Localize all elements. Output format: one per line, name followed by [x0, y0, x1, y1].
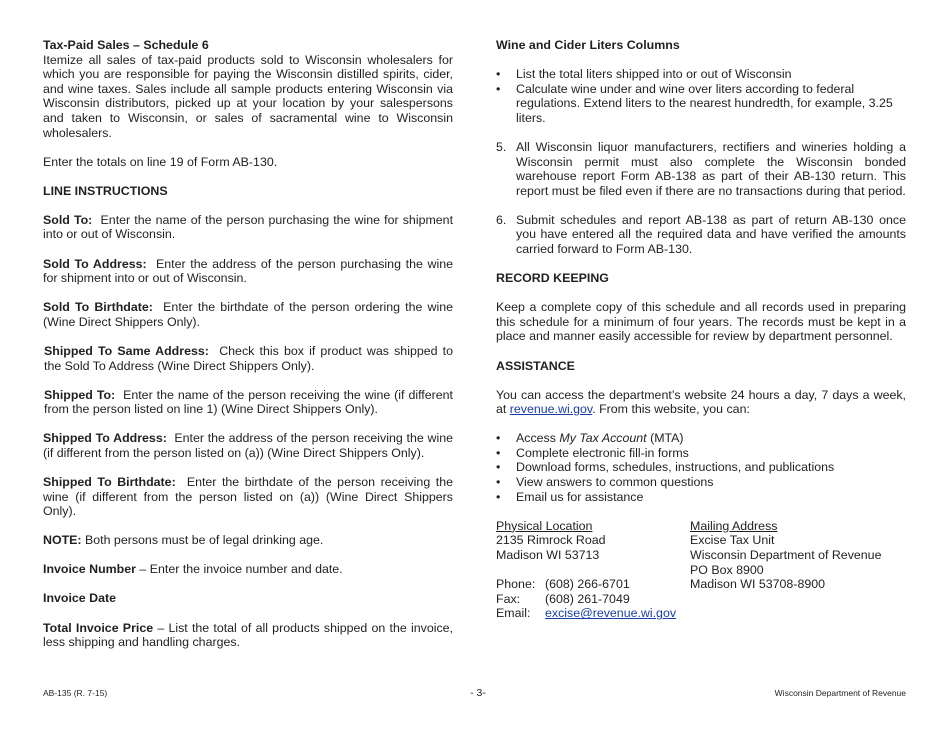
- physical-location-heading: Physical Location: [496, 518, 593, 533]
- assistance-heading: ASSISTANCE: [496, 358, 575, 373]
- wine-cider-list: [496, 67, 906, 125]
- list-item: • View answers to common questions: [496, 475, 906, 490]
- list-item: • Complete electronic fill-in forms: [496, 446, 906, 461]
- list-item: • List the total liters shipped into or out of Wisconsin: [496, 67, 906, 82]
- right-column: [496, 38, 906, 624]
- list-item: • Access My Tax Account (MTA): [496, 431, 906, 446]
- footer-department: Wisconsin Department of Revenue: [774, 688, 906, 698]
- mailing-address-line: PO Box 8900: [690, 562, 764, 577]
- record-keeping-heading: RECORD KEEPING: [496, 271, 609, 286]
- invoice-number-line: Invoice Number – Enter the invoice number and date.: [43, 562, 343, 577]
- instruction-shipped-to-same-address: Shipped To Same Address: Check this box if product was shipped to the Sold To Address (Wine Direct Shippers Only).: [44, 343, 454, 373]
- list-item: • Email us for assistance: [496, 490, 906, 505]
- list-item: 6. Submit schedules and report AB-138 as part of return AB-130 once you have entered all the required data and have verified the amounts carried forward to Form AB-130.: [496, 212, 906, 257]
- instruction-sold-to-birthdate: Sold To Birthdate: Enter the birthdate of the person ordering the wine (Wine Direct Shippers Only).: [43, 300, 453, 329]
- email-link[interactable]: excise@revenue.wi.gov: [545, 606, 677, 621]
- mailing-address: [690, 519, 906, 592]
- intro-paragraph: Itemize all sales of tax-paid products sold to Wisconsin wholesalers for which you are responsible for paying the Wisconsin distilled spirits, cider, and wine taxes. Sales include all sample products entering Wisconsin via Wisconsin distributors, picked up at your location by your salespersons and taken to Wisconsin, or sales of sacramental wine to Wisconsin wholesalers.: [43, 52, 453, 140]
- list-item: • Calculate wine under and wine over liters according to federal regulations. Extend liters to the nearest hundredth, for example, 3.25 liters.: [496, 82, 906, 126]
- left-column: [43, 38, 453, 650]
- invoice-date-heading: Invoice Date: [43, 591, 116, 606]
- mailing-address-heading: Mailing Address: [690, 518, 778, 533]
- email-row: Email: excise@revenue.wi.gov: [496, 606, 677, 621]
- instruction-shipped-to: Shipped To: Enter the name of the person receiving the wine (if different from the person listed on line 1) (Wine Direct Shippers Only).: [44, 387, 453, 417]
- phone-row: Phone: (608) 266-6701: [496, 577, 630, 592]
- list-item: 5. All Wisconsin liquor manufacturers, rectifiers and wineries holding a Wisconsin permit must also complete the Wisconsin bonded warehouse report Form AB-138 as part of their AB-130 return. This report must be filed even if there are no transactions during that period.: [496, 139, 906, 198]
- instruction-shipped-to-address: Shipped To Address: Enter the address of the person receiving the wine (if different from the person listed on (a)) (Wine Direct Shippers Only).: [43, 431, 453, 460]
- footer-page-number: - 3-: [470, 687, 486, 699]
- instruction-shipped-to-birthdate: Shipped To Birthdate: Enter the birthdate of the person receiving the wine (if different from the person listed on (a)) (Wine Direct Shippers Only).: [43, 474, 453, 519]
- record-keeping-text: Keep a complete copy of this schedule and all records used in preparing this schedule for a minimum of four years. The records must be kept in a place and manner easily accessible for review by department personnel.: [496, 300, 906, 344]
- note-line: NOTE: Both persons must be of legal drinking age.: [43, 533, 324, 548]
- numbered-list: [496, 140, 906, 257]
- line-instructions-heading: LINE INSTRUCTIONS: [43, 183, 168, 198]
- totals-line: Enter the totals on line 19 of Form AB-130.: [43, 154, 278, 169]
- mailing-address-line: Wisconsin Department of Revenue: [690, 547, 882, 562]
- footer-form-id: AB-135 (R. 7-15): [43, 688, 108, 698]
- contact-block: [496, 519, 906, 624]
- mailing-address-line: Madison WI 53708-8900: [690, 577, 826, 592]
- wine-cider-heading: Wine and Cider Liters Columns: [496, 38, 680, 52]
- total-invoice-price-line: Total Invoice Price – List the total of all products shipped on the invoice, less shipping and handling charges.: [43, 620, 453, 650]
- physical-location: [496, 519, 686, 621]
- website-link[interactable]: revenue.wi.gov: [509, 402, 593, 417]
- physical-address-line: 2135 Rimrock Road: [496, 533, 606, 548]
- instruction-sold-to-address: Sold To Address: Enter the address of the person purchasing the wine for shipment into or out of Wisconsin.: [43, 256, 453, 286]
- section-title-tax-paid-sales: Tax-Paid Sales – Schedule 6: [43, 38, 209, 52]
- instruction-sold-to: Sold To: Enter the name of the person purchasing the wine for shipment into or out of Wisconsin.: [43, 212, 454, 242]
- assistance-list: [496, 431, 906, 504]
- list-item: • Download forms, schedules, instructions, and publications: [496, 460, 906, 475]
- mailing-address-line: Excise Tax Unit: [690, 533, 775, 548]
- fax-row: Fax: (608) 261-7049: [496, 591, 630, 606]
- physical-address-line: Madison WI 53713: [496, 547, 600, 562]
- assistance-text: You can access the department’s website 24 hours a day, 7 days a week, at revenue.wi.gov. From this website, you can:: [496, 387, 906, 417]
